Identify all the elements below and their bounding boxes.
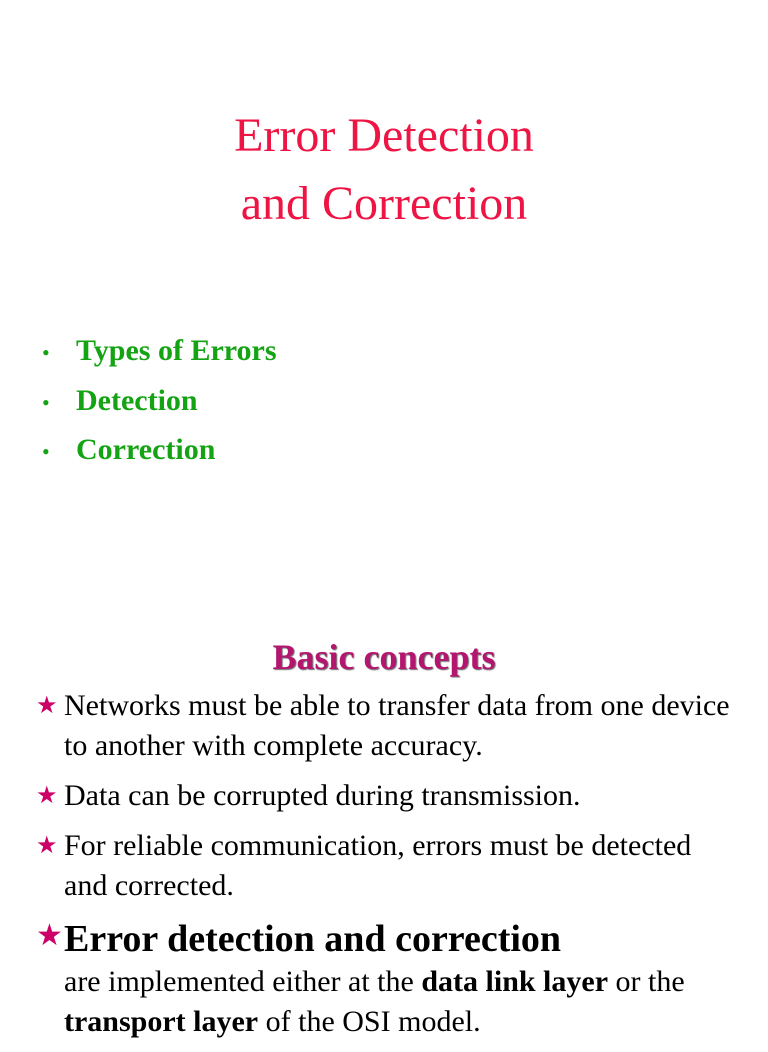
list-item <box>42 336 277 366</box>
concept-text: are implemented either at the <box>64 965 422 998</box>
concept-text: Networks must be able to transfer data from one device to another with complete accuracy. <box>64 689 730 762</box>
slide-title-line-1: Error Detection <box>234 109 534 162</box>
slide-title-line-2: and Correction <box>240 177 528 230</box>
list-item <box>42 383 277 417</box>
bullet-icon: • <box>42 389 50 415</box>
concept-list <box>36 686 736 1052</box>
bullet-icon: • <box>42 439 50 465</box>
concept-text: of the OSI model. <box>258 1005 481 1038</box>
topic-label: Types of Errors <box>76 334 277 367</box>
list-item <box>36 916 736 1042</box>
list-item <box>42 435 277 465</box>
star-icon: ★ <box>36 919 63 952</box>
topic-list <box>42 336 277 485</box>
list-item <box>36 686 736 766</box>
list-item <box>36 776 736 816</box>
star-icon: ★ <box>36 693 58 719</box>
star-icon: ★ <box>36 833 58 859</box>
list-item <box>36 826 736 906</box>
concept-text: For reliable communication, errors must be detected and corrected. <box>64 829 692 902</box>
concept-bold-term: data link layer <box>421 965 609 998</box>
concept-text: Data can be corrupted during transmission. <box>64 779 581 812</box>
concept-bold-term: transport layer <box>64 1005 259 1038</box>
bullet-icon: • <box>42 340 50 366</box>
section-title: Basic concepts <box>272 637 496 677</box>
topic-label: Correction <box>76 433 216 466</box>
slide-title <box>0 102 768 238</box>
star-icon: ★ <box>36 783 58 809</box>
concept-heading: Error detection and correction <box>64 918 562 960</box>
topic-label: Detection <box>76 383 198 417</box>
concept-text: or the <box>608 965 685 998</box>
